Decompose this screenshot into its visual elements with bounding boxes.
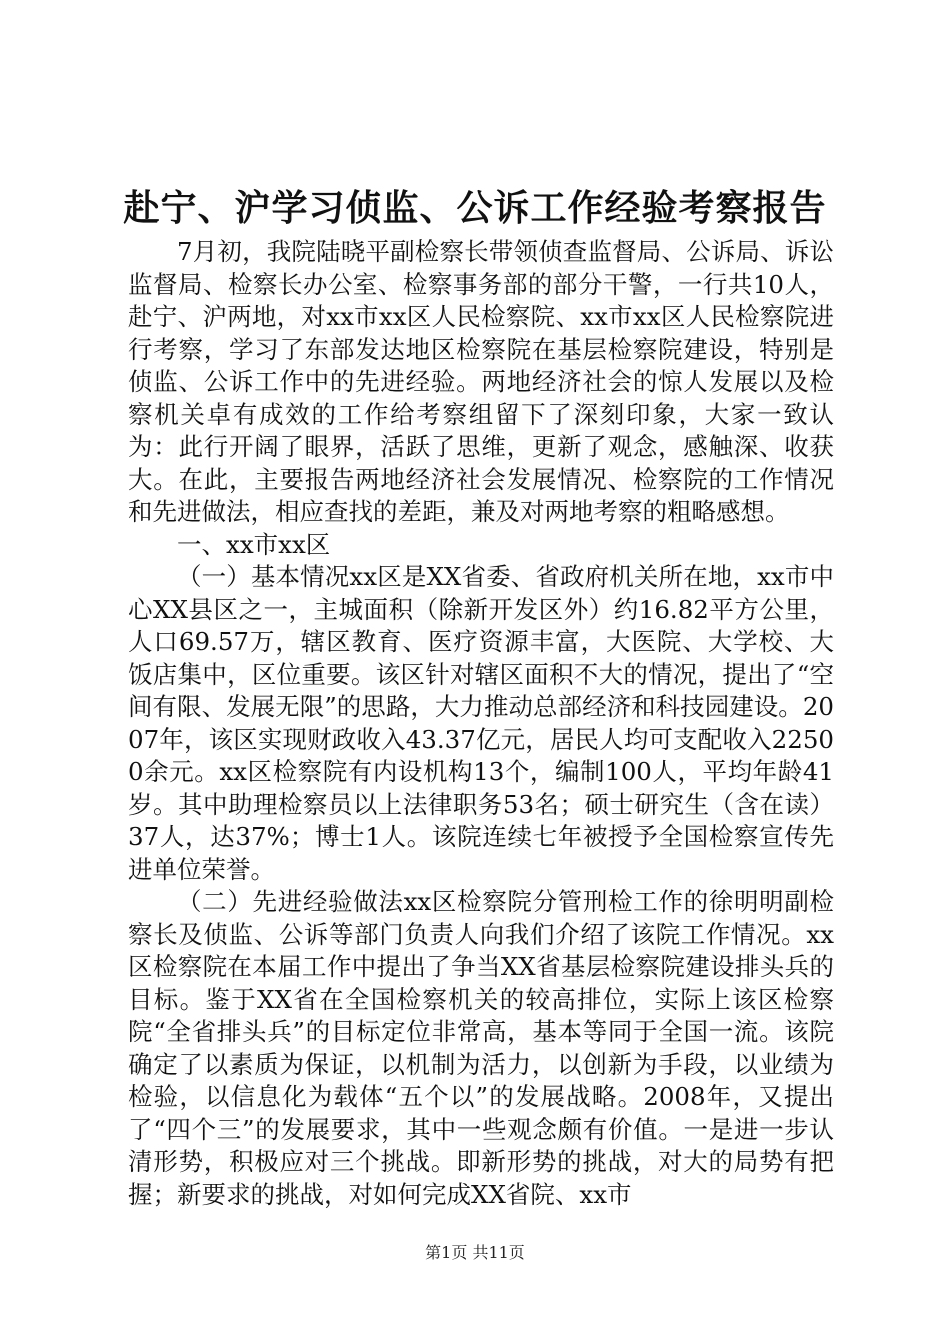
document-title: 赴宁、沪学习侦监、公诉工作经验考察报告 (123, 187, 827, 229)
paragraph-basic-info: （一）基本情况xx区是XX省委、省政府机关所在地，xx市中心XX县区之一，主城面积（除新开发区外）约16.82平方公里，人口69.57万，辖区教育、医疗资源丰富，大医院、大学校、大饭店集中，区位重要。该区针对辖区面积不大的情况，提出了“空间有限、发展无限”的思路，大力推动总部经济和科技园建设。2007年，该区实现财政收入43.37亿元，居民人均可支配收入22500余元。xx区检察院有内设机构13个，编制100人，平均年龄41岁。其中助理检察员以上法律职务53名；硕士研究生（含在读）37人，达37%；博士1人。该院连续七年被授予全国检察宣传先进单位荣誉。 (128, 562, 834, 884)
paragraph-intro: 7月初，我院陆晓平副检察长带领侦查监督局、公诉局、诉讼监督局、检察长办公室、检察事务部的部分干警，一行共10人，赴宁、沪两地，对xx市xx区人民检察院、xx市xx区人民检察院进行考察，学习了东部发达地区检察院在基层检察院建设，特别是侦监、公诉工作中的先进经验。两地经济社会的惊人发展以及检察机关卓有成效的工作给考察组留下了深刻印象，大家一致认为：此行开阔了眼界，活跃了思维，更新了观念，感触深、收获大。在此，主要报告两地经济社会发展情况、检察院的工作情况和先进做法，相应查找的差距，兼及对两地考察的粗略感想。 (128, 237, 834, 526)
section-heading: 一、xx市xx区 (177, 529, 331, 559)
paragraph-experience: （二）先进经验做法xx区检察院分管刑检工作的徐明明副检察长及侦监、公诉等部门负责人向我们介绍了该院工作情况。xx区检察院在本届工作中提出了争当XX省基层检察院建设排头兵的目标。鉴于XX省在全国检察机关的较高排位，实际上该区检察院“全省排头兵”的目标定位非常高，基本等同于全国一流。该院确定了以素质为保证，以机制为活力，以创新为手段，以业绩为检验，以信息化为载体“五个以”的发展战略。2008年，又提出了“四个三”的发展要求，其中一些观念颇有价值。一是进一步认清形势，积极应对三个挑战。即新形势的挑战，对大的局势有把握；新要求的挑战，对如何完成XX省院、xx市 (128, 887, 834, 1209)
page-number: 第1页 共11页 (425, 1243, 525, 1262)
document-body (128, 236, 834, 1211)
